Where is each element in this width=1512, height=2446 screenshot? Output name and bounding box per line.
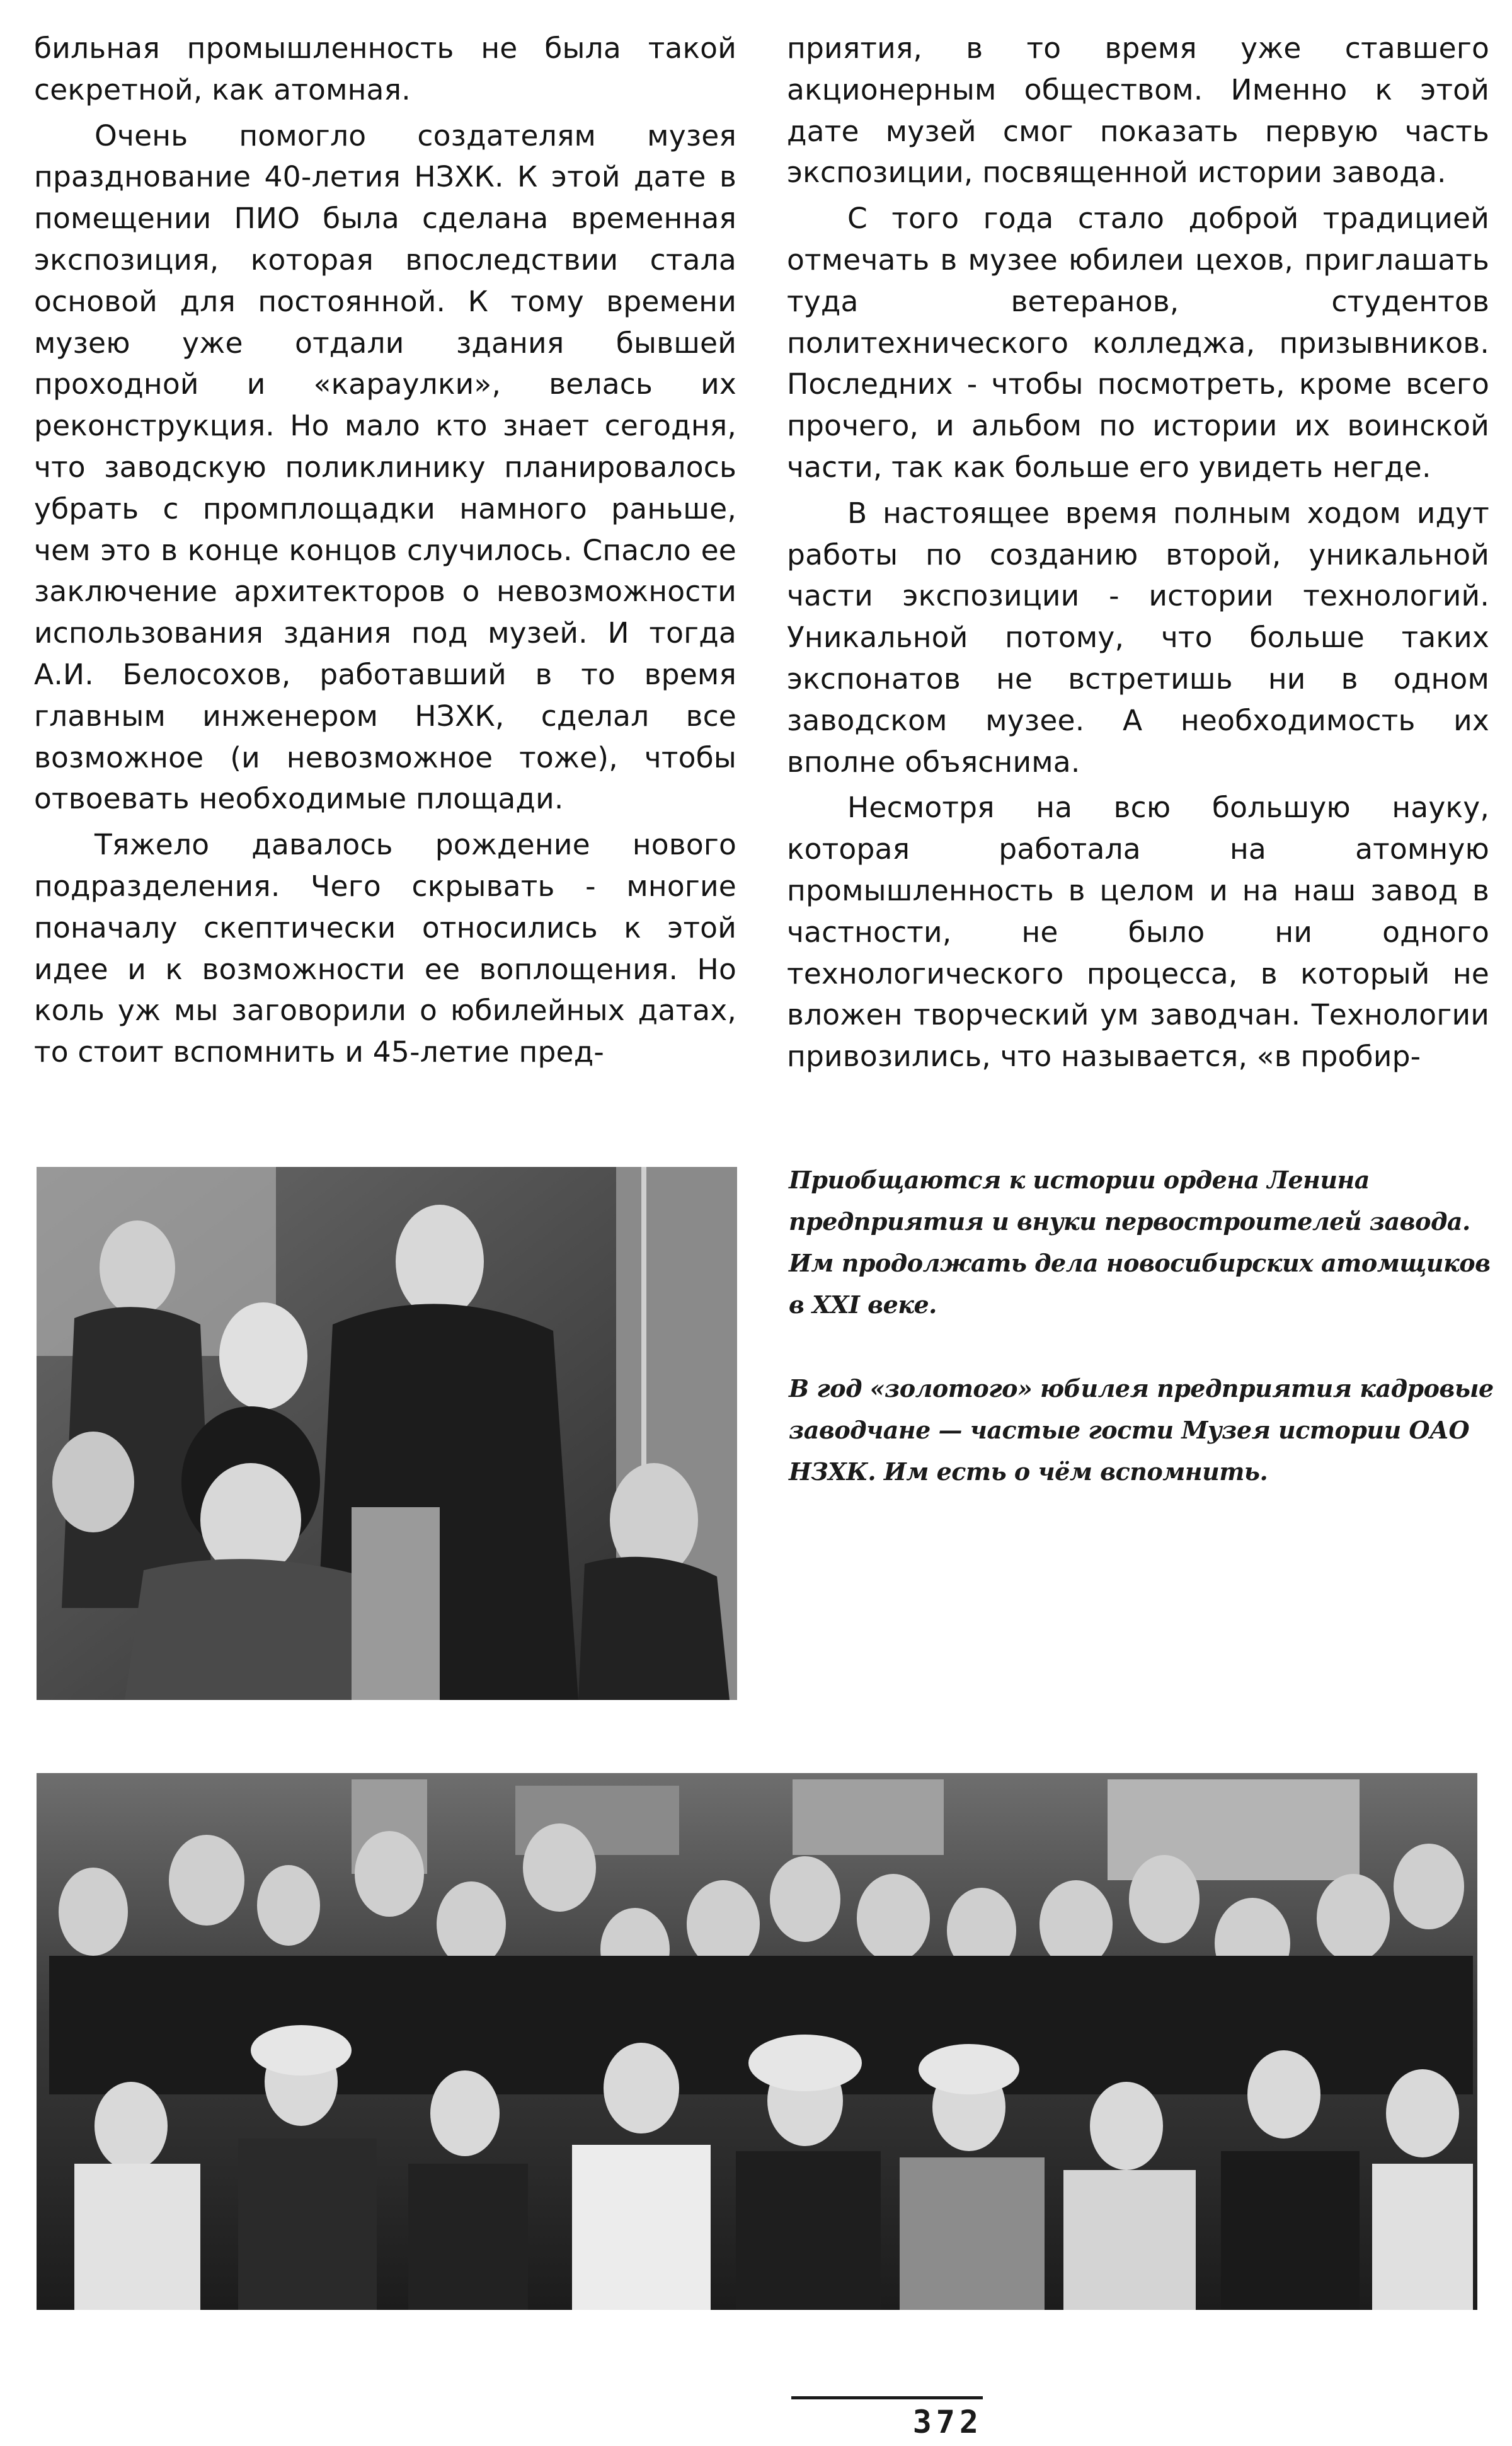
paragraph: Несмотря на всю большую науку, которая работала на атомную промышленность в целом и на наш завод в частности, не было ни одного технологического процесса, в который не вложен творческий ум заводчан. Технологии привозились, что называется, «в пробир- <box>787 791 1489 1074</box>
page-number-rule <box>791 2396 983 2399</box>
photo-veterans-group <box>37 1773 1477 2310</box>
photo-veterans-image <box>37 1773 1477 2310</box>
article-right-column <box>787 28 1489 1077</box>
paragraph: С того года стало доброй традицией отмечать в музее юбилеи цехов, приглашать туда ветеранов, студентов политехнического колледжа, призывников. Последних - чтобы посмотреть, кроме всего прочего, и альбом по истории их воинской части, так как больше его увидеть негде. <box>787 202 1489 484</box>
page-number: 372 <box>912 2404 983 2440</box>
paragraph: Очень помогло создателям музея празднование 40-летия НЗХК. К этой дате в помещении ПИО была сделана временная экспозиция, которая впоследствии стала основой для постоянной. К тому времени музею уже отдали здания бывшей проходной и «караулки», велась их реконструкция. Но мало кто знает сегодня, что заводскую поликлинику планировалось убрать с промплощадки намного раньше, чем это в конце концов случилось. Спасло ее заключение архитекторов о невозможности использования здания под музей. И тогда А.И. Белосохов, работавший в то время главным инженером НЗХК, сделал все возможное (и невозможное тоже), чтобы отвоевать необходимые площади. <box>34 118 736 816</box>
article-left-column <box>34 28 736 1073</box>
photo-students-image <box>37 1167 737 1700</box>
paragraph: бильная промышленность не была такой секретной, как атомная. <box>34 32 736 106</box>
photo-students-at-museum <box>37 1167 737 1700</box>
photo-caption-second: В год «золотого» юбилея предприятия кадровые заводчане — частые гости Музея истории ОАО НЗХК. Им есть о чём вспомнить. <box>789 1374 1494 1486</box>
photo-caption-first: Приобщаются к истории ордена Ленина предприятия и внуки первостроителей завода. Им продолжать дела новосибирских атомщиков в XXI веке. <box>789 1166 1491 1319</box>
paragraph: Тяжело давалось рождение нового подразделения. Чего скрывать - многие поначалу скептически относились к этой идее и к возможности ее воплощения. Но коль уж мы заговорили о юбилейных датах, то стоит вспомнить и 45-летие пред- <box>34 828 736 1069</box>
paragraph: В настоящее время полным ходом идут работы по созданию второй, уникальной части экспозиции - истории технологий. Уникальной потому, что больше таких экспонатов не встретишь ни в одном заводском музее. А необходимость их вполне объяснима. <box>787 496 1489 779</box>
paragraph: приятия, в то время уже ставшего акционерным обществом. Именно к этой дате музей смог показать первую часть экспозиции, посвященной истории завода. <box>787 32 1489 190</box>
